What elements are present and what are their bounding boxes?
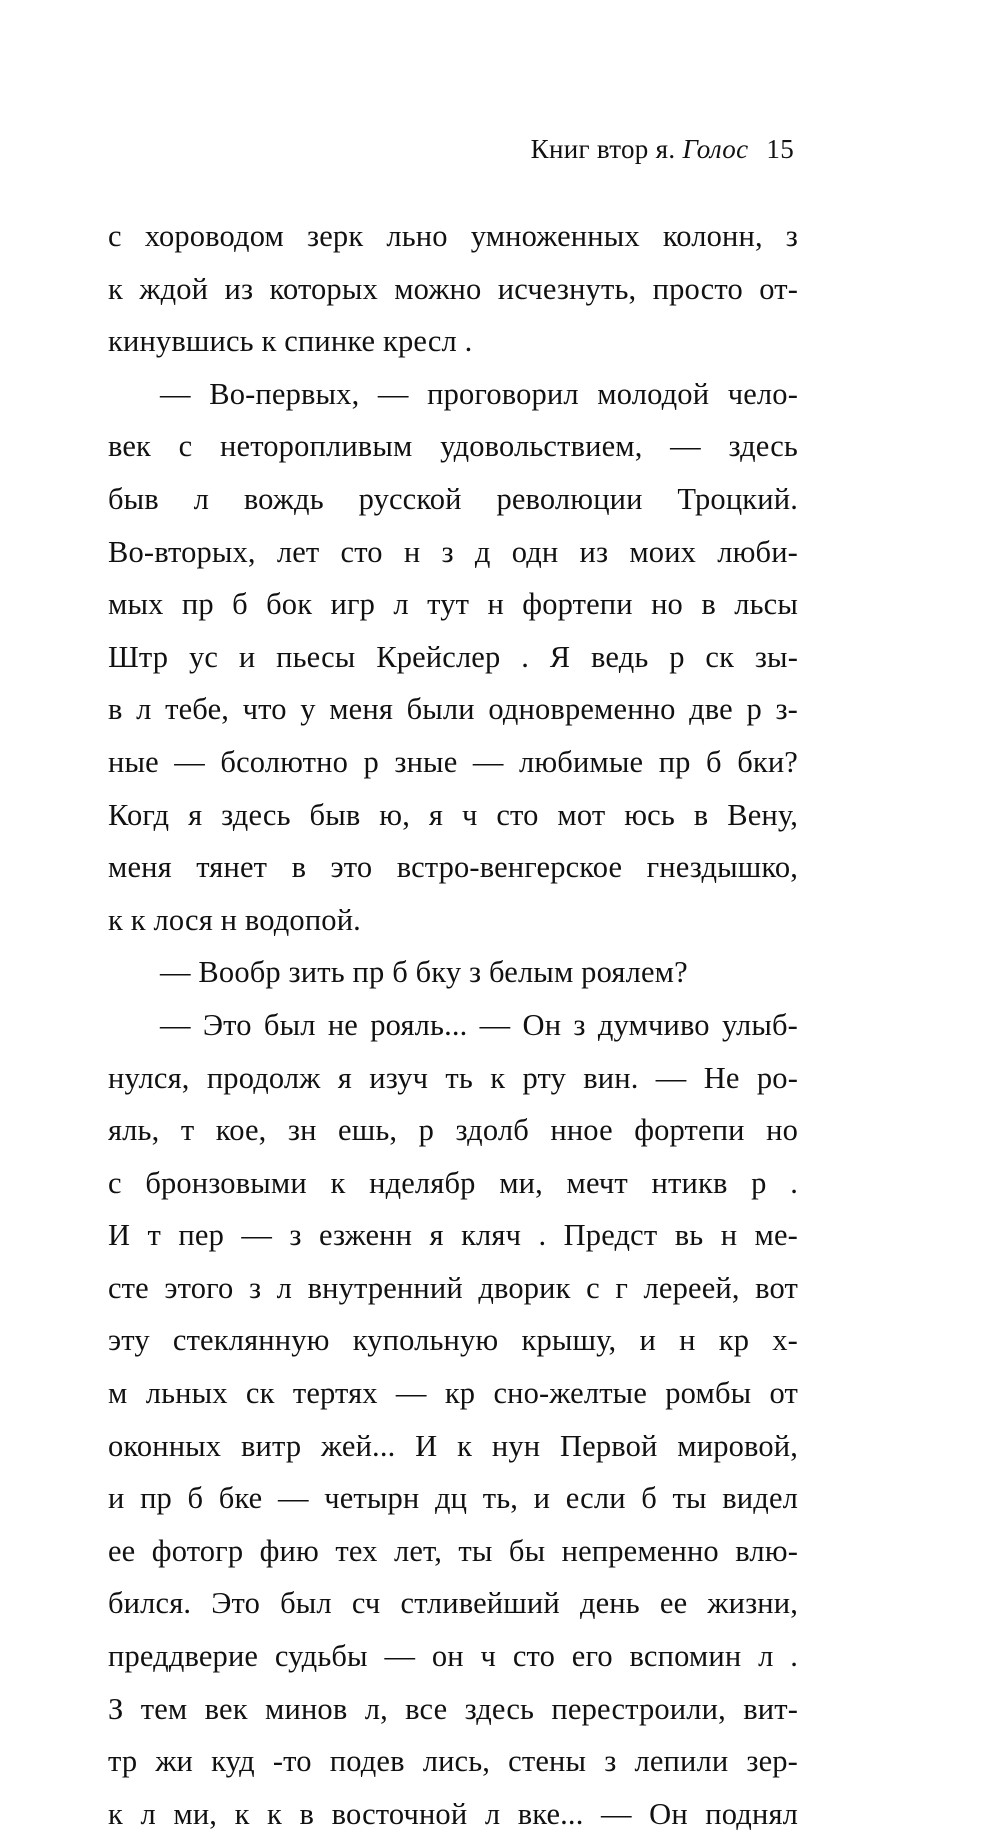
text-line: Когд я здесь быв ю, я ч сто мот юсь в Вену,: [108, 797, 798, 832]
running-head: [531, 134, 794, 165]
text-line: яль, т кое, зн ешь, р здолб нное фортепи но: [108, 1113, 798, 1148]
text-line: нулся, продолж я изуч ть к рту вин. — Не ро-: [108, 1060, 798, 1095]
text-line: меня тянет в это встро-венгерское гнездышко,: [108, 850, 798, 885]
body-text: [108, 210, 798, 1840]
text-line: с бронзовыми к нделябр ми, мечт нтикв р .: [108, 1165, 798, 1200]
text-line: З тем век минов л, все здесь перестроили, вит-: [108, 1691, 798, 1726]
section-title: Голос: [682, 134, 749, 164]
text-line: — Вообр зить пр б бку з белым роялем?: [160, 955, 688, 990]
text-line: к к лося н водопой.: [108, 902, 361, 937]
text-line: Во-вторых, лет сто н з д одн из моих люби-: [108, 534, 798, 569]
text-line: в л тебе, что у меня были одновременно две р з-: [108, 692, 798, 727]
text-line: эту стеклянную купольную крышу, и н кр х-: [108, 1323, 798, 1358]
text-line: ные — бсолютно р зные — любимые пр б бки?: [108, 744, 798, 779]
text-line: с хороводом зерк льно умноженных колонн, з: [108, 219, 798, 253]
page-number: 15: [766, 134, 794, 164]
text-line: к л ми, к к в восточной л вке... — Он поднял: [108, 1796, 798, 1831]
book-part-title: Книг втор я.: [530, 134, 676, 164]
text-line: — Это был не рояль... — Он з думчиво улыб-: [160, 1007, 798, 1042]
text-line: И т пер — з езженн я кляч . Предст вь н ме-: [108, 1218, 798, 1253]
text-line: ее фотогр фию тех лет, ты бы непременно влю-: [108, 1533, 798, 1568]
text-line: кинувшись к спинке кресл .: [108, 324, 473, 359]
text-line: мых пр б бок игр л тут н фортепи но в льсы: [108, 587, 798, 622]
text-line: век с неторопливым удовольствием, — здесь: [108, 429, 798, 464]
text-line: тр жи куд -то подев лись, стены з лепили зер-: [108, 1744, 798, 1779]
text-line: сте этого з л внутренний дворик с г лереей, вот: [108, 1270, 798, 1305]
text-line: бился. Это был сч стливейший день ее жизни,: [108, 1586, 798, 1621]
text-line: к ждой из которых можно исчезнуть, просто от-: [108, 271, 798, 306]
text-line: оконных витр жей... И к нун Первой мировой,: [108, 1428, 798, 1463]
text-line: Штр ус и пьесы Крейслер . Я ведь р ск зы-: [108, 639, 798, 674]
text-line: преддверие судьбы — он ч сто его вспомин л .: [108, 1639, 798, 1674]
text-line: — Во-первых, — проговорил молодой чело-: [160, 376, 798, 411]
text-line: м льных ск тертях — кр сно-желтые ромбы от: [108, 1376, 798, 1411]
text-line: быв л вождь русской революции Троцкий.: [108, 481, 798, 516]
text-line: и пр б бке — четырн дц ть, и если б ты видел: [108, 1481, 798, 1516]
